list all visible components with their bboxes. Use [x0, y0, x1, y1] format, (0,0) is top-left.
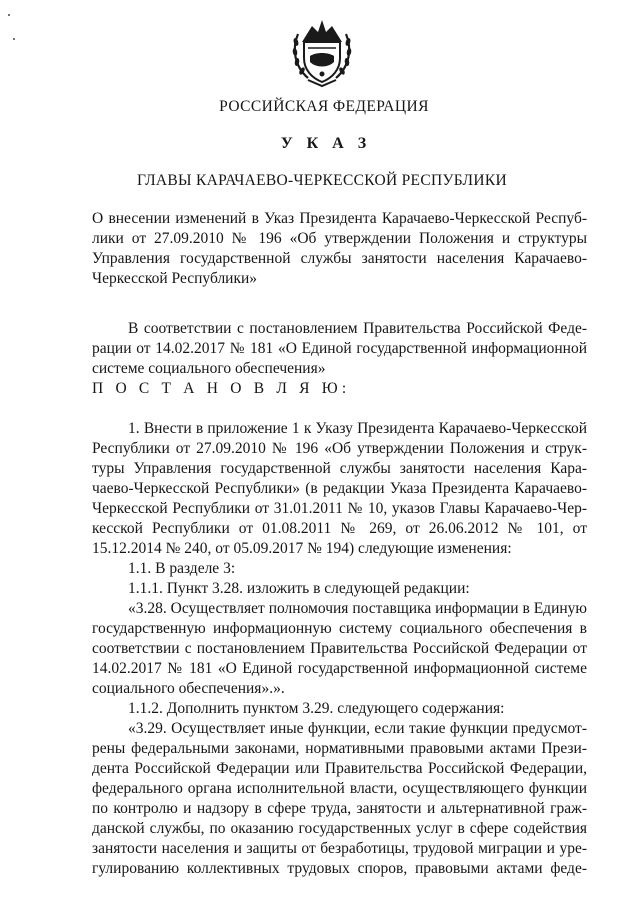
- scan-speck: [8, 14, 10, 16]
- quote-3-28-line: 14.02.2017 № 181 «О Единой государственной информационной системе: [92, 660, 587, 677]
- item1-line: 15.12.2014 № 240, от 05.09.2017 № 194) следующие изменения:: [92, 540, 512, 557]
- subject-line: Черкесской Республики»: [92, 270, 258, 287]
- item1-line: туры Управления государственной службы занятости населения Кара-: [92, 460, 587, 477]
- item1-1-1-heading: 1.1.1. Пункт 3.28. изложить в следующей редакции:: [128, 580, 470, 597]
- country-title: РОССИЙСКАЯ ФЕДЕРАЦИЯ: [219, 98, 429, 115]
- item1-line: Черкесской Республики от 31.01.2011 № 10, указов Главы Карачаево-Чер-: [92, 500, 587, 517]
- decree-word: П О С Т А Н О В Л Я Ю:: [92, 380, 351, 397]
- quote-3-28-line: соответствии с постановлением Правительства Российской Федерации от: [92, 640, 587, 657]
- quote-3-29-line: «3.29. Осуществляет иные функции, если такие функции предусмот-: [128, 720, 587, 737]
- document-type: У К А З: [280, 135, 372, 152]
- quote-3-29-line: федерального органа исполнительной власти, осуществляющего функции: [92, 780, 587, 797]
- item1-line: чаево-Черкесской Республики» (в редакции Указа Президента Карачаево-: [92, 480, 587, 497]
- item1-1-2-heading: 1.1.2. Дополнить пунктом 3.29. следующего содержания:: [128, 700, 505, 717]
- subject-line: О внесении изменений в Указ Президента Карачаево-Черкесской Респуб-: [92, 210, 587, 227]
- scan-speck: [13, 38, 15, 40]
- preamble-line: В соответствии с постановлением Правительства Российской Феде-: [128, 320, 587, 337]
- quote-3-29-line: дента Российской Федерации или Правительства Российской Федерации,: [92, 760, 587, 777]
- preamble-line: системе социального обеспечения»: [92, 360, 326, 377]
- quote-3-29-line: рены федеральными законами, нормативными правовыми актами Прези-: [92, 740, 587, 757]
- karachay-cherkess-emblem-icon: [288, 12, 356, 90]
- quote-3-28-line: государственную информационную систему социального обеспечения в: [92, 620, 587, 637]
- quote-3-29-line: гулированию коллективных трудовых споров, правовыми актами феде-: [92, 860, 587, 877]
- subject-line: Управления государственной службы занятости населения Карачаево-: [92, 250, 587, 267]
- quote-3-28-line: социального обеспечения».».: [92, 680, 285, 697]
- item1-line: 1. Внести в приложение 1 к Указу Президента Карачаево-Черкесской: [128, 420, 587, 437]
- quote-3-29-line: данской службы, по оказанию государственных услуг в сфере содействия: [92, 820, 587, 837]
- quote-3-29-line: занятости населения и защиты от безработицы, трудовой миграции и уре-: [92, 840, 587, 857]
- issuing-authority: ГЛАВЫ КАРАЧАЕВО-ЧЕРКЕССКОЙ РЕСПУБЛИКИ: [137, 172, 507, 189]
- preamble-line: рации от 14.02.2017 № 181 «О Единой государственной информационной: [92, 340, 587, 357]
- quote-3-29-line: по контролю и надзору в сфере труда, занятости и альтернативной граж-: [92, 800, 587, 817]
- subject-line: лики от 27.09.2010 № 196 «Об утверждении Положения и структуры: [92, 230, 587, 247]
- item1-line: кесской Республики от 01.08.2011 № 269, от 26.06.2012 № 101, от: [92, 520, 587, 537]
- item1-line: Республики от 27.09.2010 № 196 «Об утверждении Положения и струк-: [92, 440, 587, 457]
- quote-3-28-line: «3.28. Осуществляет полномочия поставщика информации в Единую: [128, 600, 587, 617]
- item1-1-heading: 1.1. В разделе 3:: [128, 560, 236, 577]
